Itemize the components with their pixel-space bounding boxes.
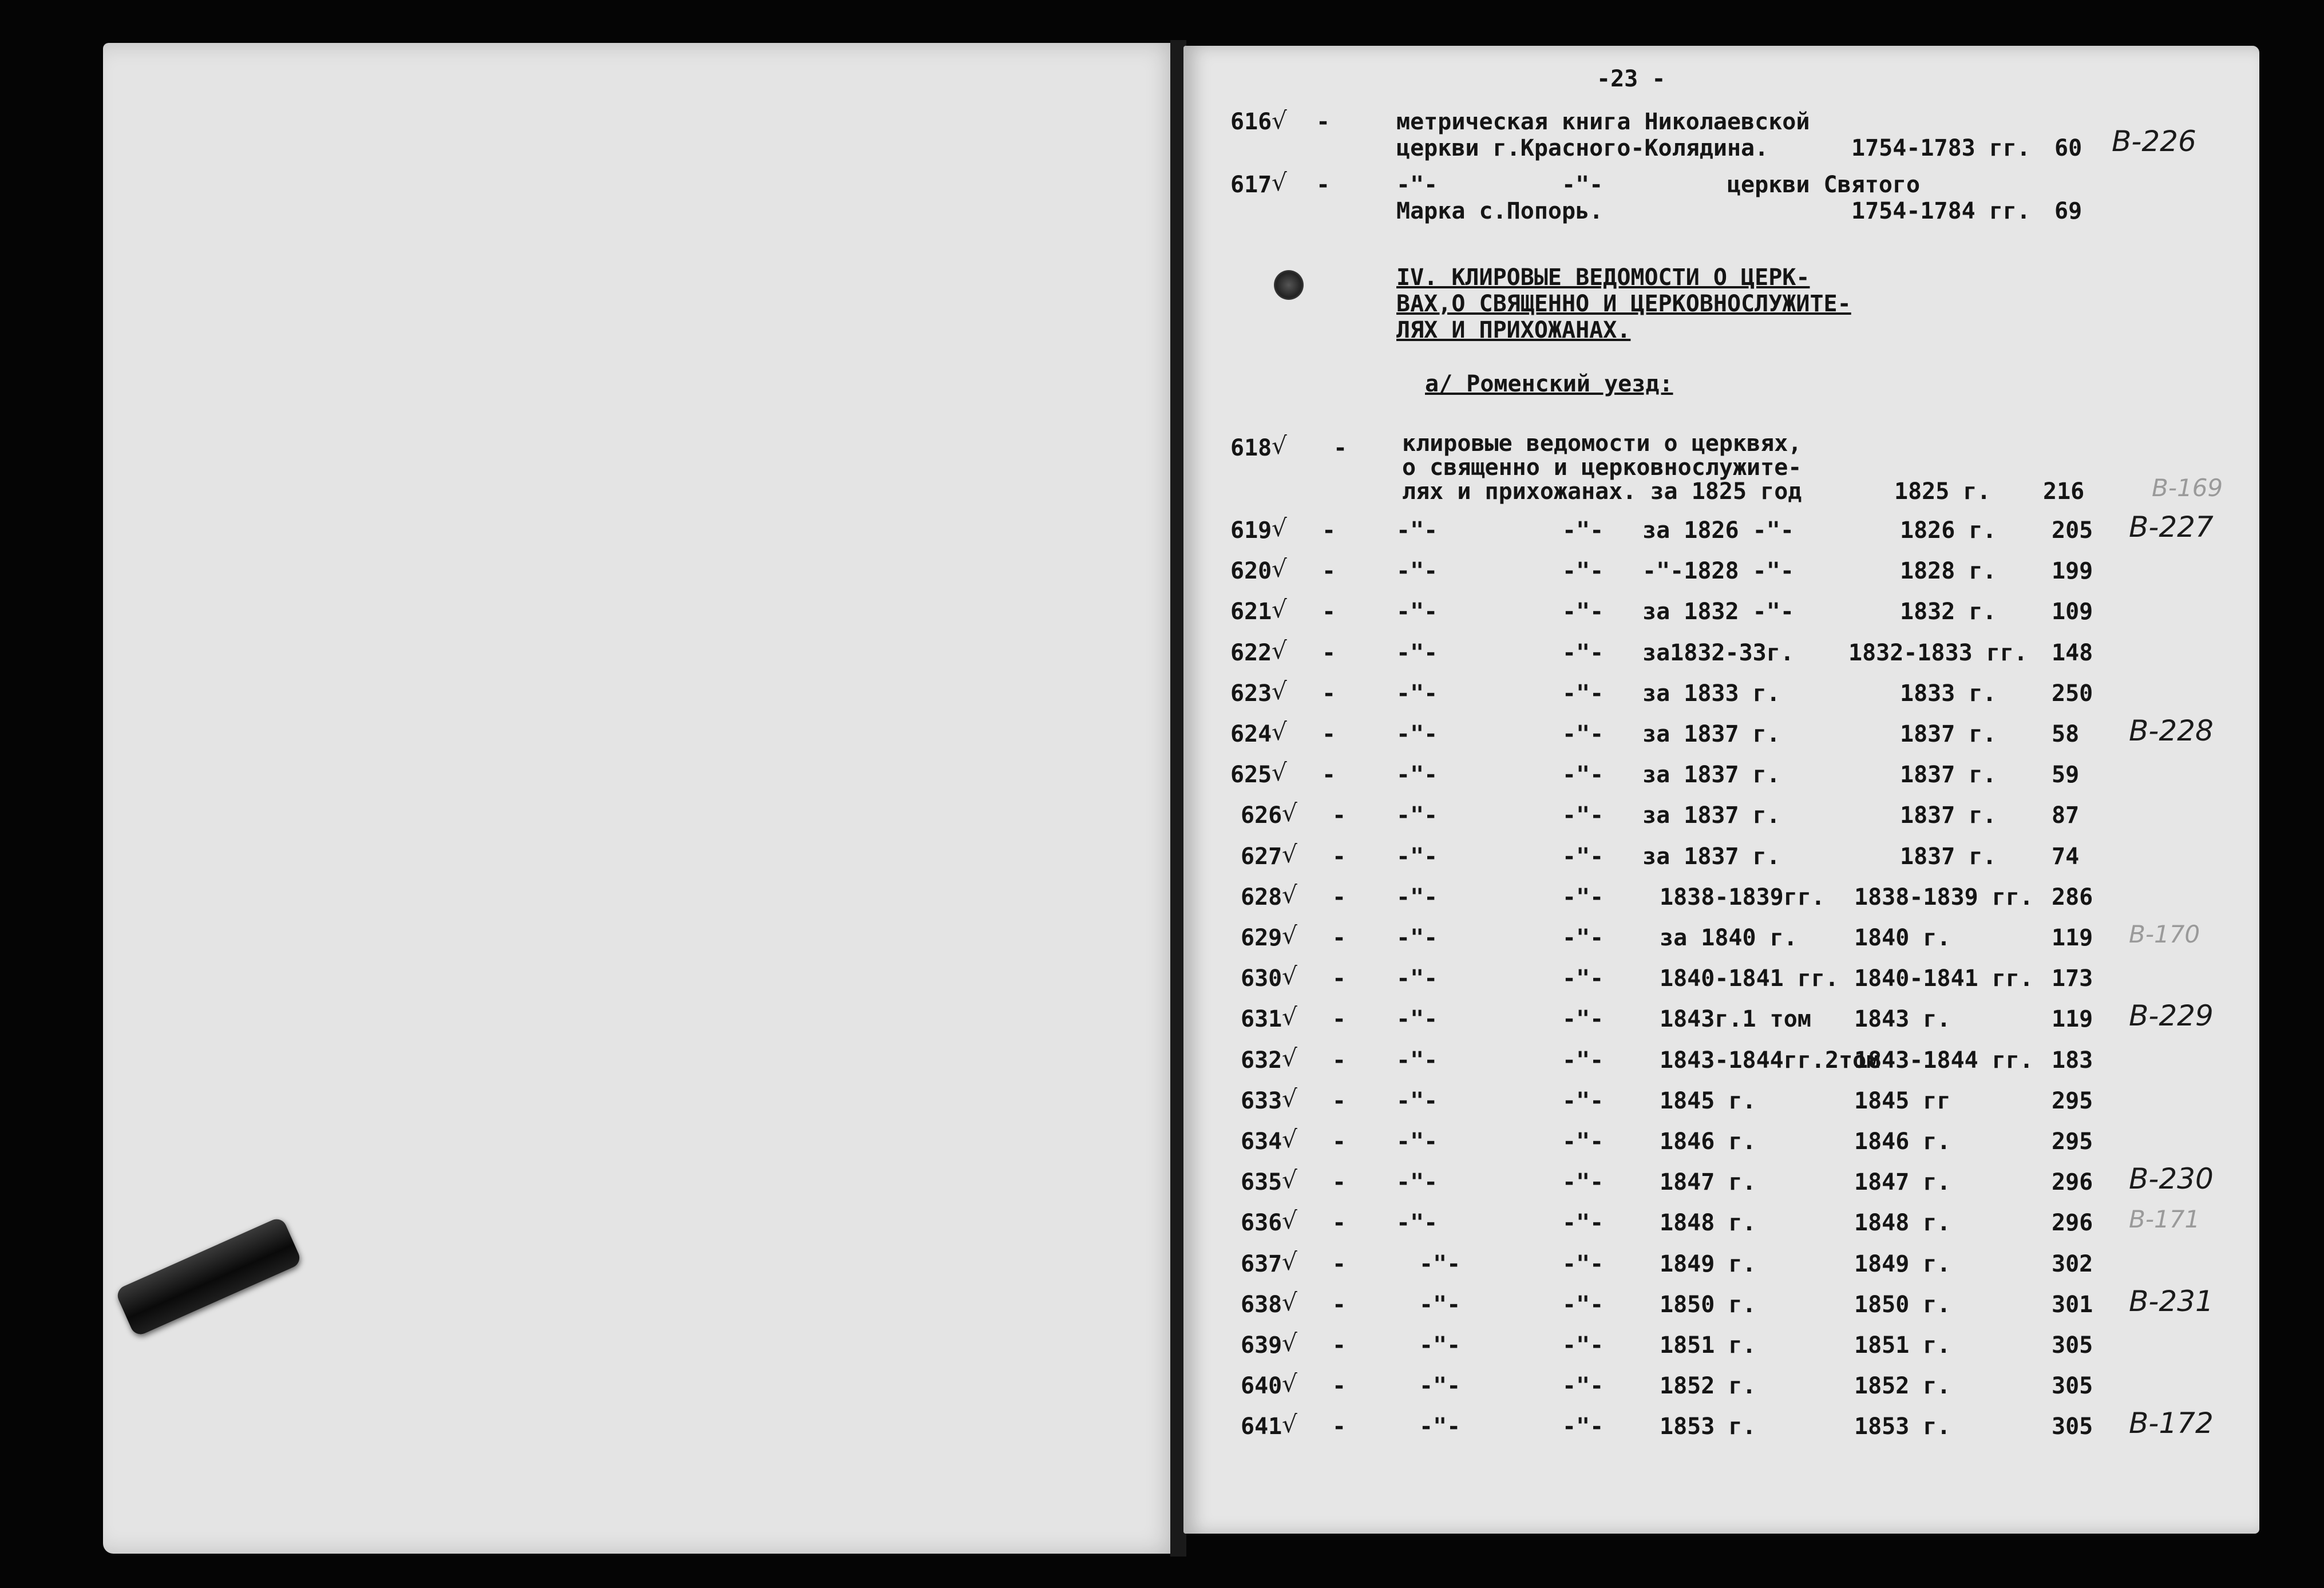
entry-desc: 1840-1841 гг. [1660,965,1839,992]
check-mark: √ [1282,1329,1297,1357]
ditto-mark: -"- [1562,558,1604,584]
entry-years: 1754-1784 гг. [1851,198,2031,224]
entry-years: 1828 г. [1900,558,1997,584]
entry-years: 1837 г. [1900,721,1997,747]
archive-ref: В-230 [2129,1162,2214,1195]
entry-dash: - [1332,925,1347,951]
ditto-mark: -"- [1562,1373,1604,1399]
entry-sheets: 305 [2052,1413,2093,1440]
entry-years: 1832-1833 гг. [1848,640,2028,666]
check-mark: √ [1272,168,1287,196]
section-title-line: ВАХ,О СВЯЩЕННО И ЦЕРКОВНОСЛУЖИТЕ- [1396,291,1851,317]
ditto-mark: -"- [1562,1128,1604,1155]
entry-sheets: 109 [2052,599,2093,625]
entry-desc-line: лях и прихожанах. за 1825 год [1402,478,1802,505]
ditto-mark: -"- [1562,1413,1604,1440]
ditto-mark: -"- [1562,680,1604,707]
ditto-mark: -"- [1562,517,1604,544]
entry-sheets: 216 [2043,478,2085,505]
entry-dash: - [1322,517,1336,544]
entry-number: 624 [1230,721,1272,747]
check-mark: √ [1272,758,1287,786]
archive-ref: В-171 [2129,1205,2200,1233]
entry-dash: - [1332,884,1347,910]
ditto-mark: -"- [1419,1251,1461,1277]
entry-sheets: 205 [2052,517,2093,544]
entry-years: 1837 г. [1900,802,1997,829]
entry-desc-line: о священно и церковнослужите- [1402,454,1802,481]
entry-desc-line: Марка с.Попорь. [1396,198,1604,224]
check-mark: √ [1282,1125,1297,1153]
entry-sheets: 305 [2052,1332,2093,1359]
entry-sheets: 296 [2052,1210,2093,1236]
entry-years: 1833 г. [1900,680,1997,707]
entry-years: 1825 г. [1894,478,1991,505]
entry-dash: - [1332,1413,1347,1440]
entry-sheets: 301 [2052,1292,2093,1318]
entry-years: 1852 г. [1854,1373,1951,1399]
ditto-mark: -"- [1396,843,1438,870]
entry-desc-line: метрическая книга Николаевской [1396,109,1810,135]
entry-desc: 1851 г. [1660,1332,1756,1359]
entry-desc: за 1840 г. [1660,925,1798,951]
ditto-mark: -"- [1396,802,1438,829]
entry-dash: - [1332,843,1347,870]
check-mark: √ [1282,1084,1297,1112]
check-mark: √ [1282,1003,1297,1031]
check-mark: √ [1272,677,1287,705]
entry-years: 1851 г. [1854,1332,1951,1359]
entry-desc: за 1832 -"- [1642,599,1794,625]
check-mark: √ [1272,718,1287,746]
entry-desc: 1843-1844гг.2том [1660,1047,1880,1074]
entry-dash: - [1332,1169,1347,1195]
entry-desc: за 1837 г. [1642,802,1780,829]
ditto-mark: -"- [1396,762,1438,788]
entry-dash: - [1332,1006,1347,1032]
entry-desc-line: клировые ведомости о церквях, [1402,430,1802,457]
page-number: -23 - [1597,66,1666,92]
entry-dash: - [1316,172,1331,198]
entry-desc: 1853 г. [1660,1413,1756,1440]
entry-sheets: 302 [2052,1251,2093,1277]
entry-dash: - [1332,1047,1347,1074]
entry-years: 1840-1841 гг. [1854,965,2034,992]
entry-dash: - [1322,640,1336,666]
ditto-mark: -"- [1419,1413,1461,1440]
check-mark: √ [1282,1410,1297,1438]
check-mark: √ [1282,1288,1297,1316]
entry-years: 1754-1783 гг. [1851,135,2031,161]
entry-years: 1845 гг [1854,1088,1951,1114]
ditto-mark: -"- [1562,925,1604,951]
entry-number: 640 [1241,1373,1282,1399]
entry-sheets: 58 [2052,721,2080,747]
entry-years: 1837 г. [1900,762,1997,788]
ditto-mark: -"- [1396,640,1438,666]
entry-desc: 1852 г. [1660,1373,1756,1399]
ditto-mark: -"- [1396,1006,1438,1032]
ditto-mark: -"- [1396,680,1438,707]
ditto-mark: -"- [1562,1047,1604,1074]
ditto-mark: -"- [1396,1210,1438,1236]
section-title-line: ЛЯХ И ПРИХОЖАНАХ. [1396,317,1631,343]
ditto-mark: -"- [1562,1006,1604,1032]
entry-years: 1838-1839 гг. [1854,884,2034,910]
archive-ref: В-229 [2129,999,2214,1032]
entry-dash: - [1332,1210,1347,1236]
archive-ref: В-170 [2129,920,2200,948]
entry-dash: - [1322,721,1336,747]
ditto-mark: -"- [1396,1128,1438,1155]
entry-number: 616 [1230,109,1272,135]
entry-years: 1832 г. [1900,599,1997,625]
entry-years: 1843 г. [1854,1006,1951,1032]
ditto-mark: -"- [1396,884,1438,910]
ditto-mark: -"- [1419,1292,1461,1318]
punch-hole [1274,270,1304,300]
ditto-mark: -"- [1419,1373,1461,1399]
ditto-mark: -"- [1562,1251,1604,1277]
check-mark: √ [1282,962,1297,990]
check-mark: √ [1282,1369,1297,1397]
check-mark: √ [1282,1166,1297,1194]
entry-number: 638 [1241,1292,1282,1318]
entry-sheets: 119 [2052,925,2093,951]
entry-years: 1847 г. [1854,1169,1951,1195]
entry-number: 621 [1230,599,1272,625]
entry-number: 641 [1241,1413,1282,1440]
entry-dash: - [1322,762,1336,788]
entry-number: 617 [1230,172,1272,198]
entry-dash: - [1332,802,1347,829]
entry-desc: 1845 г. [1660,1088,1756,1114]
entry-years: 1826 г. [1900,517,1997,544]
entry-sheets: 119 [2052,1006,2093,1032]
entry-desc: за 1837 г. [1642,721,1780,747]
entry-sheets: 60 [2054,135,2083,161]
ditto-mark: -"- [1562,762,1604,788]
entry-dash: - [1332,1251,1347,1277]
entry-number: 634 [1241,1128,1282,1155]
ditto-mark: -"- [1396,1169,1438,1195]
entry-dash: - [1322,599,1336,625]
entry-sheets: 87 [2052,802,2080,829]
entry-number: 627 [1241,843,1282,870]
entry-number: 622 [1230,640,1272,666]
entry-dash: - [1332,1088,1347,1114]
entry-desc: за 1837 г. [1642,762,1780,788]
section-title-line: IV. КЛИРОВЫЕ ВЕДОМОСТИ О ЦЕРК- [1396,264,1810,291]
archive-ref: В-228 [2129,714,2214,747]
check-mark: √ [1282,1248,1297,1276]
subsection-title: а/ Роменский уезд: [1425,371,1673,397]
entry-dash: - [1322,558,1336,584]
check-mark: √ [1282,1044,1297,1072]
ditto-mark: -"- [1419,1332,1461,1359]
entry-sheets: 173 [2052,965,2093,992]
entry-years: 1846 г. [1854,1128,1951,1155]
entry-sheets: 74 [2052,843,2080,870]
check-mark: √ [1272,514,1287,542]
check-mark: √ [1282,881,1297,909]
entry-number: 633 [1241,1088,1282,1114]
ditto-mark: -"- [1396,558,1438,584]
entry-number: 629 [1241,925,1282,951]
entry-sheets: 183 [2052,1047,2093,1074]
entry-years: 1853 г. [1854,1413,1951,1440]
entry-desc: 1848 г. [1660,1210,1756,1236]
check-mark: √ [1272,555,1287,583]
ditto-mark: -"- [1562,965,1604,992]
ditto-mark: -"- [1396,925,1438,951]
entry-desc: 1849 г. [1660,1251,1756,1277]
ditto-mark: -"- [1562,1088,1604,1114]
entry-number: 632 [1241,1047,1282,1074]
entry-number: 628 [1241,884,1282,910]
ditto-mark: -"- [1562,721,1604,747]
entry-desc-line: церкви г.Красного-Колядина. [1396,135,1769,161]
entry-number: 630 [1241,965,1282,992]
entry-number: 620 [1230,558,1272,584]
entry-desc: за1832-33г. [1642,640,1794,666]
entry-sheets: 148 [2052,640,2093,666]
entry-number: 636 [1241,1210,1282,1236]
archive-ref: В-226 [2112,125,2196,158]
ditto-mark: -"- [1562,1169,1604,1195]
ditto-mark: -"- [1396,517,1438,544]
entry-sheets: 286 [2052,884,2093,910]
entry-number: 635 [1241,1169,1282,1195]
ditto-mark: -"- [1396,1047,1438,1074]
entry-number: 631 [1241,1006,1282,1032]
entry-sheets: 305 [2052,1373,2093,1399]
entry-dash: - [1333,435,1348,461]
ditto-mark: -"- [1562,1210,1604,1236]
ditto-mark: -"- [1562,640,1604,666]
ditto-mark: -"- [1562,599,1604,625]
ditto-mark: -"- [1562,843,1604,870]
entry-desc: за 1837 г. [1642,843,1780,870]
entry-desc: за 1826 -"- [1642,517,1794,544]
entry-number: 618 [1230,435,1272,461]
entry-desc: за 1833 г. [1642,680,1780,707]
entry-sheets: 199 [2052,558,2093,584]
entry-dash: - [1332,1332,1347,1359]
entry-desc-line: -"- -"- церкви Святого [1396,172,1921,198]
check-mark: √ [1272,636,1287,664]
left-page-blank [103,43,1179,1554]
check-mark: √ [1272,595,1287,623]
entry-desc: 1846 г. [1660,1128,1756,1155]
ditto-mark: -"- [1396,1088,1438,1114]
entry-dash: - [1332,1292,1347,1318]
check-mark: √ [1282,921,1297,949]
ditto-mark: -"- [1562,1292,1604,1318]
ditto-mark: -"- [1562,1332,1604,1359]
entry-number: 619 [1230,517,1272,544]
archive-ref: В-169 [2152,474,2223,502]
entry-dash: - [1332,1373,1347,1399]
ditto-mark: -"- [1562,884,1604,910]
entry-years: 1848 г. [1854,1210,1951,1236]
entry-dash: - [1322,680,1336,707]
ditto-mark: -"- [1396,721,1438,747]
entry-desc: -"-1828 -"- [1642,558,1794,584]
archive-ref: В-231 [2129,1285,2214,1318]
ditto-mark: -"- [1396,599,1438,625]
entry-number: 626 [1241,802,1282,829]
entry-number: 623 [1230,680,1272,707]
entry-desc: 1847 г. [1660,1169,1756,1195]
entry-sheets: 296 [2052,1169,2093,1195]
check-mark: √ [1282,799,1297,827]
entry-sheets: 250 [2052,680,2093,707]
entry-sheets: 295 [2052,1088,2093,1114]
entry-sheets: 69 [2054,198,2083,224]
ditto-mark: -"- [1396,965,1438,992]
entry-desc: 1850 г. [1660,1292,1756,1318]
entry-number: 637 [1241,1251,1282,1277]
entry-years: 1849 г. [1854,1251,1951,1277]
archive-ref: В-227 [2129,510,2214,544]
archive-ref: В-172 [2129,1407,2214,1440]
entry-number: 625 [1230,762,1272,788]
entry-years: 1837 г. [1900,843,1997,870]
entry-dash: - [1316,109,1331,135]
ditto-mark: -"- [1562,802,1604,829]
entry-years: 1850 г. [1854,1292,1951,1318]
entry-dash: - [1332,1128,1347,1155]
entry-years: 1843-1844 гг. [1854,1047,2034,1074]
entry-desc: 1838-1839гг. [1660,884,1825,910]
check-mark: √ [1282,1206,1297,1234]
check-mark: √ [1272,106,1287,134]
entry-dash: - [1332,965,1347,992]
entry-desc: 1843г.1 том [1660,1006,1811,1032]
entry-years: 1840 г. [1854,925,1951,951]
check-mark: √ [1282,840,1297,868]
entry-sheets: 59 [2052,762,2080,788]
entry-number: 639 [1241,1332,1282,1359]
entry-sheets: 295 [2052,1128,2093,1155]
check-mark: √ [1272,431,1287,460]
